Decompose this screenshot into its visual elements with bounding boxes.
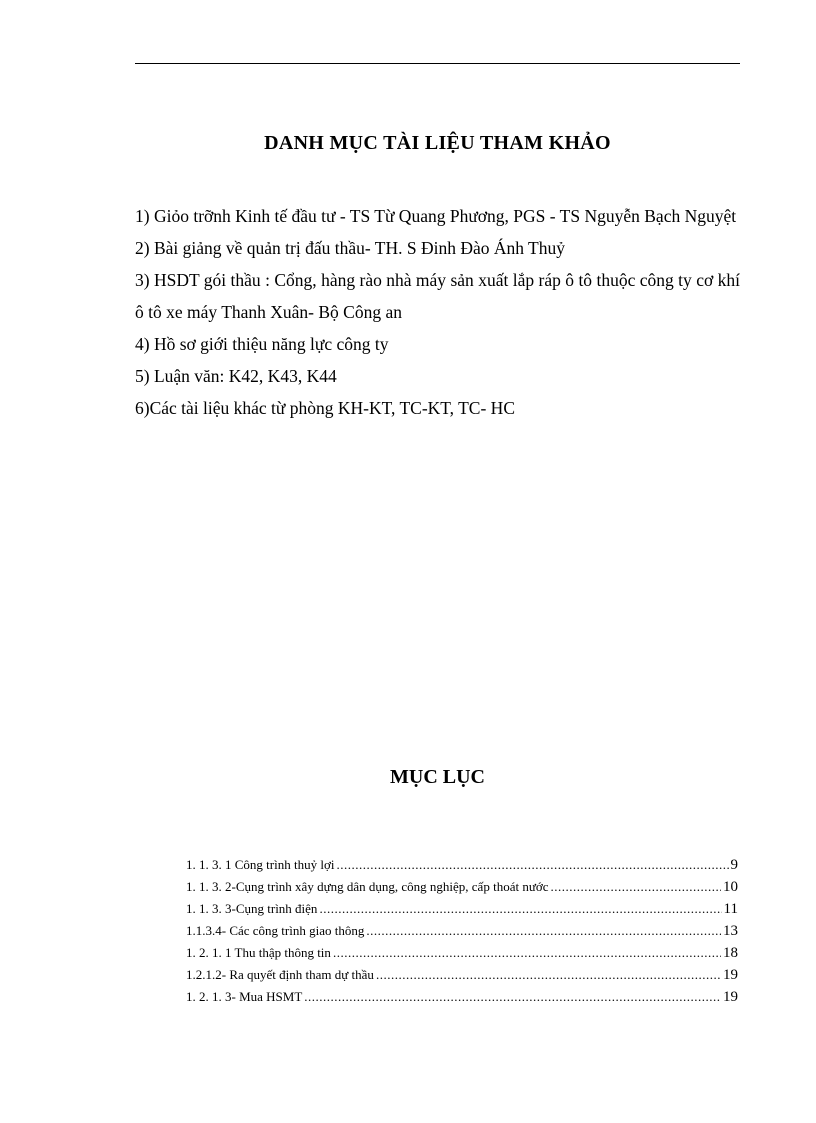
toc-title: MỤC LỤC bbox=[390, 766, 485, 788]
toc-dot-leader bbox=[551, 876, 721, 897]
toc-entry[interactable] bbox=[186, 964, 738, 986]
header-rule bbox=[135, 63, 740, 64]
toc-entry-label: 1. 1. 3. 3-Cụng trình điện bbox=[186, 901, 318, 916]
toc-entry-label: 1. 1. 3. 1 Công trình thuỷ lợi bbox=[186, 857, 335, 872]
references-title: DANH MỤC TÀI LIỆU THAM KHẢO bbox=[264, 132, 611, 154]
toc-entry-label: 1. 2. 1. 1 Thu thập thông tin bbox=[186, 945, 331, 960]
toc-dot-leader bbox=[336, 854, 728, 875]
toc-entry-label: 1.2.1.2- Ra quyết định tham dự thầu bbox=[186, 967, 374, 982]
toc-entry-label: 1.1.3.4- Các công trình giao thông bbox=[186, 923, 365, 938]
toc-entry-page: 11 bbox=[723, 901, 738, 917]
toc-entry[interactable] bbox=[186, 898, 738, 920]
toc-entry-label: 1. 1. 3. 2-Cụng trình xây dựng dân dụng, công nghiệp, cấp thoát nước bbox=[186, 879, 549, 894]
reference-item: 3) HSDT gói thầu : Cổng, hàng rào nhà máy sản xuất lắp ráp ô tô thuộc công ty cơ khí ô tô xe máy Thanh Xuân- Bộ Công an bbox=[135, 270, 740, 322]
toc-dot-leader bbox=[376, 964, 721, 985]
toc-entry-page: 9 bbox=[730, 857, 738, 873]
toc-entry-page: 19 bbox=[723, 989, 738, 1005]
toc-entry-label: 1. 2. 1. 3- Mua HSMT bbox=[186, 989, 303, 1004]
toc-dot-leader bbox=[304, 986, 721, 1007]
reference-item: 5) Luận văn: K42, K43, K44 bbox=[135, 366, 337, 386]
toc-entry[interactable] bbox=[186, 986, 738, 1008]
table-of-contents bbox=[186, 854, 738, 1008]
toc-entry-page: 10 bbox=[723, 879, 738, 895]
reference-item: 2) Bài giảng về quản trị đấu thầu- TH. S Đinh Đào Ánh Thuỷ bbox=[135, 238, 565, 258]
references-list bbox=[135, 200, 740, 424]
toc-dot-leader bbox=[333, 942, 721, 963]
reference-item: 1) Giỏo trỡnh Kinh tế đầu tư - TS Từ Quang Phương, PGS - TS Nguyễn Bạch Nguyệt bbox=[135, 206, 737, 226]
toc-entry-page: 18 bbox=[723, 945, 738, 961]
reference-item: 4) Hồ sơ giới thiệu năng lực công ty bbox=[135, 334, 389, 354]
toc-entry-page: 19 bbox=[723, 967, 738, 983]
reference-item: 6)Các tài liệu khác từ phòng KH-KT, TC-KT, TC- HC bbox=[135, 398, 515, 418]
toc-entry[interactable] bbox=[186, 876, 738, 898]
toc-entry-page: 13 bbox=[723, 923, 738, 939]
toc-entry[interactable] bbox=[186, 920, 738, 942]
toc-entry[interactable] bbox=[186, 854, 738, 876]
toc-dot-leader bbox=[319, 898, 721, 919]
toc-entry[interactable] bbox=[186, 942, 738, 964]
toc-dot-leader bbox=[366, 920, 721, 941]
